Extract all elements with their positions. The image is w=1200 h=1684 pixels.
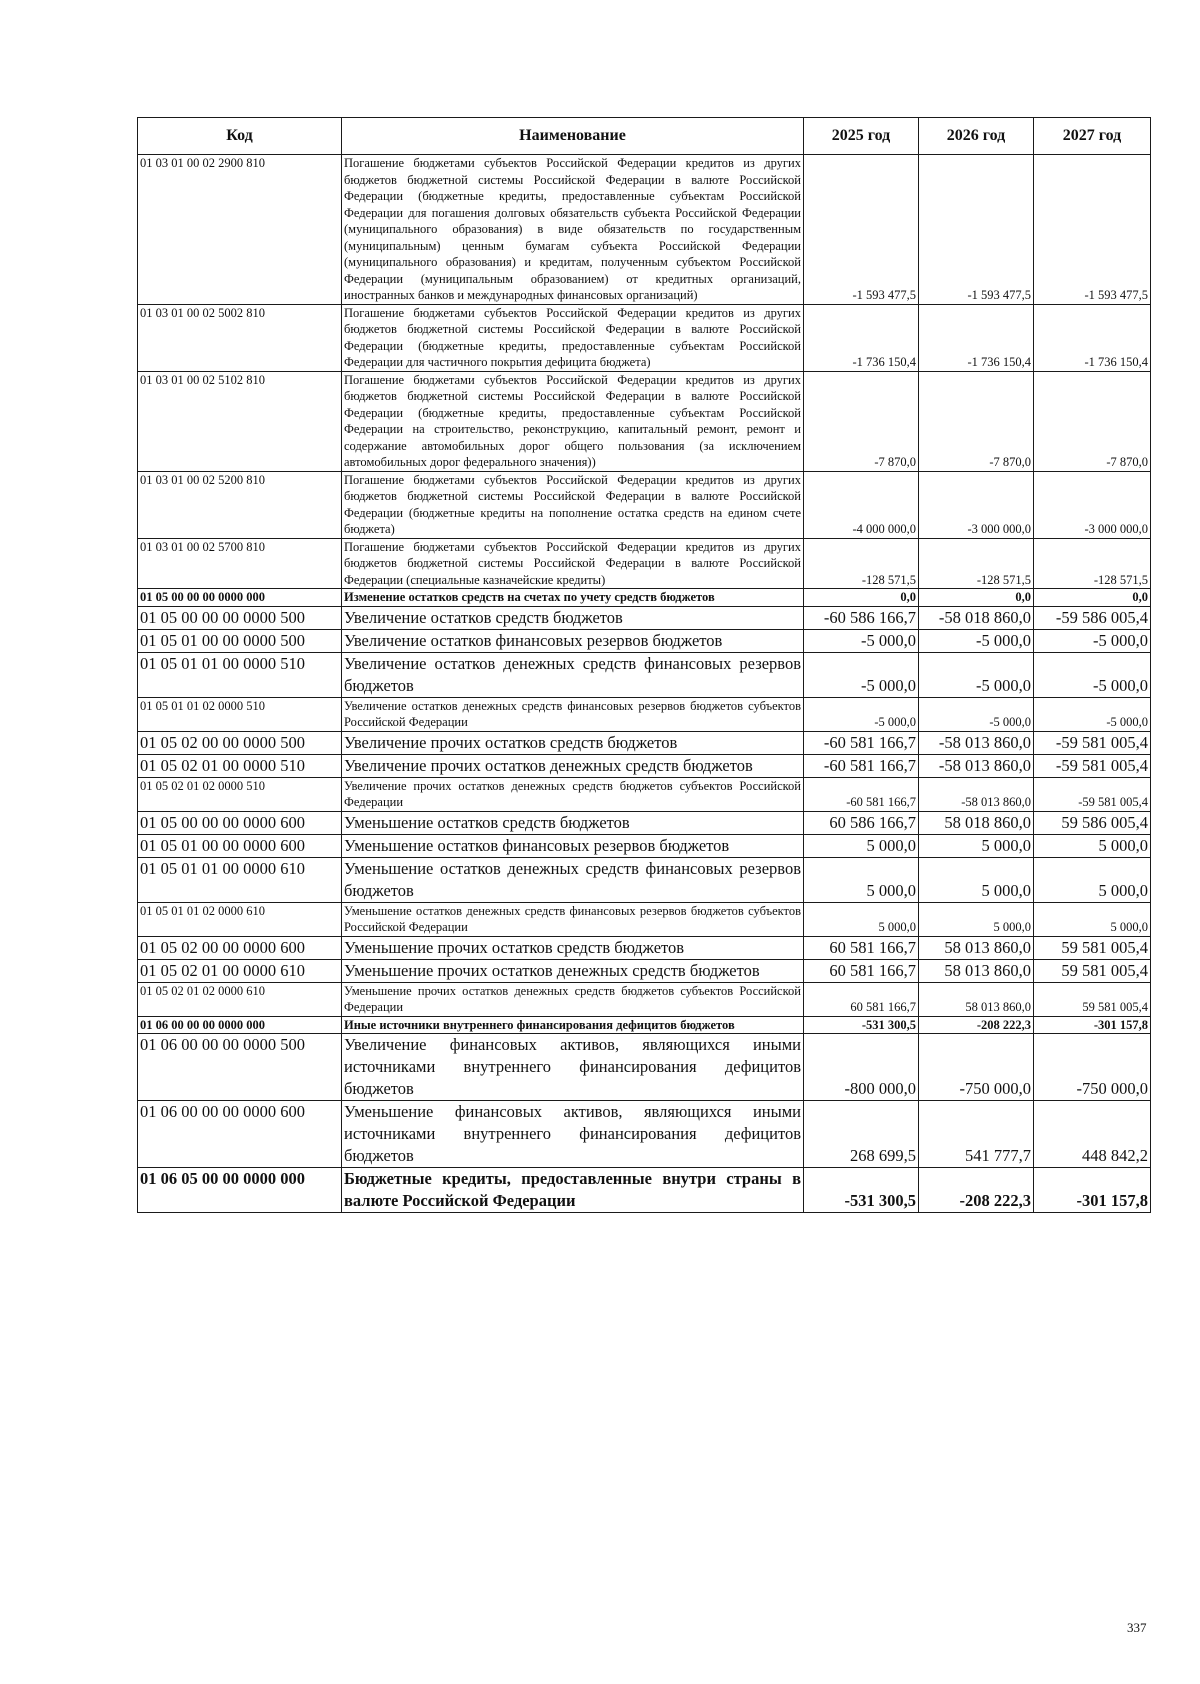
row-value-2027: -301 157,8 — [1034, 1168, 1151, 1213]
row-value-2026: -7 870,0 — [919, 371, 1034, 471]
row-value-2025: -60 581 166,7 — [804, 754, 919, 777]
row-name: Уменьшение прочих остатков денежных средств бюджетов — [342, 959, 804, 982]
table-row — [138, 371, 1151, 471]
row-value-2027: -1 736 150,4 — [1034, 304, 1151, 371]
row-name: Погашение бюджетами субъектов Российской Федерации кредитов из других бюджетов бюджетной системы Российской Федерации в валюте Российской Федерации (бюджетные кредиты на пополнение остатка средств на едином счете бюджета) — [342, 471, 804, 538]
row-code: 01 06 00 00 00 0000 000 — [138, 1016, 342, 1034]
row-value-2027: -1 593 477,5 — [1034, 155, 1151, 305]
row-value-2027: -7 870,0 — [1034, 371, 1151, 471]
row-name: Уменьшение финансовых активов, являющихся иными источниками внутреннего финансирования дефицитов бюджетов — [342, 1101, 804, 1168]
row-code: 01 05 02 01 02 0000 510 — [138, 777, 342, 811]
row-value-2027: 5 000,0 — [1034, 834, 1151, 857]
row-code: 01 05 02 01 00 0000 610 — [138, 959, 342, 982]
table-row — [138, 777, 1151, 811]
table-row — [138, 1168, 1151, 1213]
table-row — [138, 155, 1151, 305]
row-code: 01 05 01 01 02 0000 510 — [138, 697, 342, 731]
row-value-2026: 58 018 860,0 — [919, 811, 1034, 834]
table-row — [138, 731, 1151, 754]
row-name: Увеличение прочих остатков денежных средств бюджетов субъектов Российской Федерации — [342, 777, 804, 811]
row-value-2027: -59 581 005,4 — [1034, 777, 1151, 811]
table-row — [138, 936, 1151, 959]
header-code: Код — [138, 118, 342, 155]
row-name: Уменьшение остатков средств бюджетов — [342, 811, 804, 834]
row-code: 01 03 01 00 02 5002 810 — [138, 304, 342, 371]
table-row — [138, 697, 1151, 731]
row-name: Погашение бюджетами субъектов Российской Федерации кредитов из других бюджетов бюджетной системы Российской Федерации в валюте Российской Федерации (бюджетные кредиты, предоставленные субъектам Российской Федерации для частичного покрытия дефицита бюджета) — [342, 304, 804, 371]
table-row — [138, 1034, 1151, 1101]
table-row — [138, 589, 1151, 607]
row-value-2026: 5 000,0 — [919, 902, 1034, 936]
row-code: 01 06 05 00 00 0000 000 — [138, 1168, 342, 1213]
header-2026: 2026 год — [919, 118, 1034, 155]
table-row — [138, 606, 1151, 629]
row-value-2026: -208 222,3 — [919, 1016, 1034, 1034]
row-value-2027: -59 586 005,4 — [1034, 606, 1151, 629]
row-code: 01 03 01 00 02 5700 810 — [138, 538, 342, 589]
row-value-2026: 0,0 — [919, 589, 1034, 607]
row-value-2026: -5 000,0 — [919, 629, 1034, 652]
row-value-2025: -5 000,0 — [804, 652, 919, 697]
row-value-2025: -531 300,5 — [804, 1016, 919, 1034]
row-value-2027: 59 581 005,4 — [1034, 936, 1151, 959]
row-name: Увеличение остатков финансовых резервов бюджетов — [342, 629, 804, 652]
row-name: Увеличение финансовых активов, являющихся иными источниками внутреннего финансирования дефицитов бюджетов — [342, 1034, 804, 1101]
row-code: 01 05 02 00 00 0000 500 — [138, 731, 342, 754]
row-code: 01 05 01 00 00 0000 500 — [138, 629, 342, 652]
table-row — [138, 1016, 1151, 1034]
row-name: Уменьшение прочих остатков средств бюджетов — [342, 936, 804, 959]
table-row — [138, 304, 1151, 371]
row-value-2026: 5 000,0 — [919, 857, 1034, 902]
row-value-2026: -1 736 150,4 — [919, 304, 1034, 371]
row-value-2025: -4 000 000,0 — [804, 471, 919, 538]
row-value-2026: -208 222,3 — [919, 1168, 1034, 1213]
row-value-2027: -5 000,0 — [1034, 652, 1151, 697]
row-value-2027: -5 000,0 — [1034, 629, 1151, 652]
row-name: Увеличение остатков денежных средств финансовых резервов бюджетов субъектов Российской Федерации — [342, 697, 804, 731]
row-value-2025: -5 000,0 — [804, 697, 919, 731]
row-value-2027: -59 581 005,4 — [1034, 731, 1151, 754]
row-value-2025: -531 300,5 — [804, 1168, 919, 1213]
row-value-2026: -58 013 860,0 — [919, 777, 1034, 811]
budget-sources-table — [137, 117, 1151, 1213]
row-name: Изменение остатков средств на счетах по учету средств бюджетов — [342, 589, 804, 607]
row-value-2027: 5 000,0 — [1034, 857, 1151, 902]
row-value-2026: -3 000 000,0 — [919, 471, 1034, 538]
row-value-2027: 59 586 005,4 — [1034, 811, 1151, 834]
row-name: Погашение бюджетами субъектов Российской Федерации кредитов из других бюджетов бюджетной системы Российской Федерации в валюте Российской Федерации (специальные казначейские кредиты) — [342, 538, 804, 589]
row-code: 01 05 02 01 02 0000 610 — [138, 982, 342, 1016]
row-value-2025: 60 581 166,7 — [804, 982, 919, 1016]
row-value-2026: 5 000,0 — [919, 834, 1034, 857]
row-name: Бюджетные кредиты, предоставленные внутри страны в валюте Российской Федерации — [342, 1168, 804, 1213]
row-value-2025: 60 581 166,7 — [804, 959, 919, 982]
row-value-2027: -301 157,8 — [1034, 1016, 1151, 1034]
table-row — [138, 959, 1151, 982]
table-row — [138, 982, 1151, 1016]
table-row — [138, 538, 1151, 589]
row-value-2025: -128 571,5 — [804, 538, 919, 589]
row-value-2027: -5 000,0 — [1034, 697, 1151, 731]
row-name: Уменьшение прочих остатков денежных средств бюджетов субъектов Российской Федерации — [342, 982, 804, 1016]
row-value-2025: -1 593 477,5 — [804, 155, 919, 305]
table-row — [138, 834, 1151, 857]
table-row — [138, 811, 1151, 834]
budget-sources-table-sheet — [137, 117, 1150, 1213]
row-code: 01 03 01 00 02 5102 810 — [138, 371, 342, 471]
row-value-2026: -128 571,5 — [919, 538, 1034, 589]
row-value-2026: -5 000,0 — [919, 697, 1034, 731]
row-value-2025: -60 581 166,7 — [804, 731, 919, 754]
table-row — [138, 1101, 1151, 1168]
row-code: 01 05 01 00 00 0000 600 — [138, 834, 342, 857]
row-code: 01 03 01 00 02 5200 810 — [138, 471, 342, 538]
header-2025: 2025 год — [804, 118, 919, 155]
row-code: 01 05 02 01 00 0000 510 — [138, 754, 342, 777]
row-name: Уменьшение остатков денежных средств финансовых резервов бюджетов субъектов Российской Федерации — [342, 902, 804, 936]
row-value-2026: 58 013 860,0 — [919, 982, 1034, 1016]
row-value-2027: 0,0 — [1034, 589, 1151, 607]
row-value-2025: -1 736 150,4 — [804, 304, 919, 371]
row-value-2025: 5 000,0 — [804, 857, 919, 902]
row-value-2027: -3 000 000,0 — [1034, 471, 1151, 538]
header-2027: 2027 год — [1034, 118, 1151, 155]
table-header-row — [138, 118, 1151, 155]
row-value-2025: 268 699,5 — [804, 1101, 919, 1168]
row-name: Увеличение остатков средств бюджетов — [342, 606, 804, 629]
row-code: 01 05 00 00 00 0000 000 — [138, 589, 342, 607]
row-value-2025: -800 000,0 — [804, 1034, 919, 1101]
row-value-2026: -58 018 860,0 — [919, 606, 1034, 629]
row-value-2026: -1 593 477,5 — [919, 155, 1034, 305]
row-name: Увеличение прочих остатков средств бюджетов — [342, 731, 804, 754]
row-code: 01 05 02 00 00 0000 600 — [138, 936, 342, 959]
row-code: 01 06 00 00 00 0000 600 — [138, 1101, 342, 1168]
row-value-2026: 58 013 860,0 — [919, 959, 1034, 982]
table-row — [138, 857, 1151, 902]
row-code: 01 06 00 00 00 0000 500 — [138, 1034, 342, 1101]
row-value-2025: 0,0 — [804, 589, 919, 607]
row-name: Увеличение остатков денежных средств финансовых резервов бюджетов — [342, 652, 804, 697]
row-code: 01 05 01 01 00 0000 510 — [138, 652, 342, 697]
row-value-2027: -750 000,0 — [1034, 1034, 1151, 1101]
table-row — [138, 902, 1151, 936]
table-row — [138, 629, 1151, 652]
row-value-2027: 59 581 005,4 — [1034, 982, 1151, 1016]
row-code: 01 05 00 00 00 0000 600 — [138, 811, 342, 834]
row-value-2025: 5 000,0 — [804, 834, 919, 857]
row-value-2025: 5 000,0 — [804, 902, 919, 936]
header-name: Наименование — [342, 118, 804, 155]
row-value-2026: -58 013 860,0 — [919, 754, 1034, 777]
row-value-2027: 448 842,2 — [1034, 1101, 1151, 1168]
table-row — [138, 471, 1151, 538]
row-value-2026: -5 000,0 — [919, 652, 1034, 697]
row-name: Уменьшение остатков денежных средств финансовых резервов бюджетов — [342, 857, 804, 902]
row-code: 01 03 01 00 02 2900 810 — [138, 155, 342, 305]
row-value-2025: -7 870,0 — [804, 371, 919, 471]
table-row — [138, 652, 1151, 697]
row-value-2025: 60 586 166,7 — [804, 811, 919, 834]
table-row — [138, 754, 1151, 777]
row-value-2026: -58 013 860,0 — [919, 731, 1034, 754]
page-number: 337 — [1127, 1620, 1147, 1635]
row-name: Уменьшение остатков финансовых резервов бюджетов — [342, 834, 804, 857]
row-name: Иные источники внутреннего финансирования дефицитов бюджетов — [342, 1016, 804, 1034]
row-code: 01 05 00 00 00 0000 500 — [138, 606, 342, 629]
row-value-2025: 60 581 166,7 — [804, 936, 919, 959]
row-value-2025: -60 581 166,7 — [804, 777, 919, 811]
row-value-2026: -750 000,0 — [919, 1034, 1034, 1101]
row-value-2025: -60 586 166,7 — [804, 606, 919, 629]
row-value-2027: 59 581 005,4 — [1034, 959, 1151, 982]
row-name: Увеличение прочих остатков денежных средств бюджетов — [342, 754, 804, 777]
row-value-2025: -5 000,0 — [804, 629, 919, 652]
row-value-2027: -59 581 005,4 — [1034, 754, 1151, 777]
row-value-2026: 541 777,7 — [919, 1101, 1034, 1168]
row-value-2026: 58 013 860,0 — [919, 936, 1034, 959]
row-name: Погашение бюджетами субъектов Российской Федерации кредитов из других бюджетов бюджетной системы Российской Федерации в валюте Российской Федерации (бюджетные кредиты, предоставленные субъектам Российской Федерации на строительство, реконструкцию, капитальный ремонт, ремонт и содержание автомобильных дорог общего пользования (за исключением автомобильных дорог федерального значения)) — [342, 371, 804, 471]
row-code: 01 05 01 01 00 0000 610 — [138, 857, 342, 902]
row-name: Погашение бюджетами субъектов Российской Федерации кредитов из других бюджетов бюджетной системы Российской Федерации в валюте Российской Федерации (бюджетные кредиты, предоставленные субъектам Российской Федерации для погашения долговых обязательств субъекта Российской Федерации (муниципального образования) в виде обязательств по государственным (муниципальным) ценным бумагам субъекта Российской Федерации (муниципального образования) и кредитам, полученным субъектом Российской Федерации (муниципальным образованием) от кредитных организаций, иностранных банков и международных финансовых организаций) — [342, 155, 804, 305]
row-code: 01 05 01 01 02 0000 610 — [138, 902, 342, 936]
row-value-2027: 5 000,0 — [1034, 902, 1151, 936]
row-value-2027: -128 571,5 — [1034, 538, 1151, 589]
